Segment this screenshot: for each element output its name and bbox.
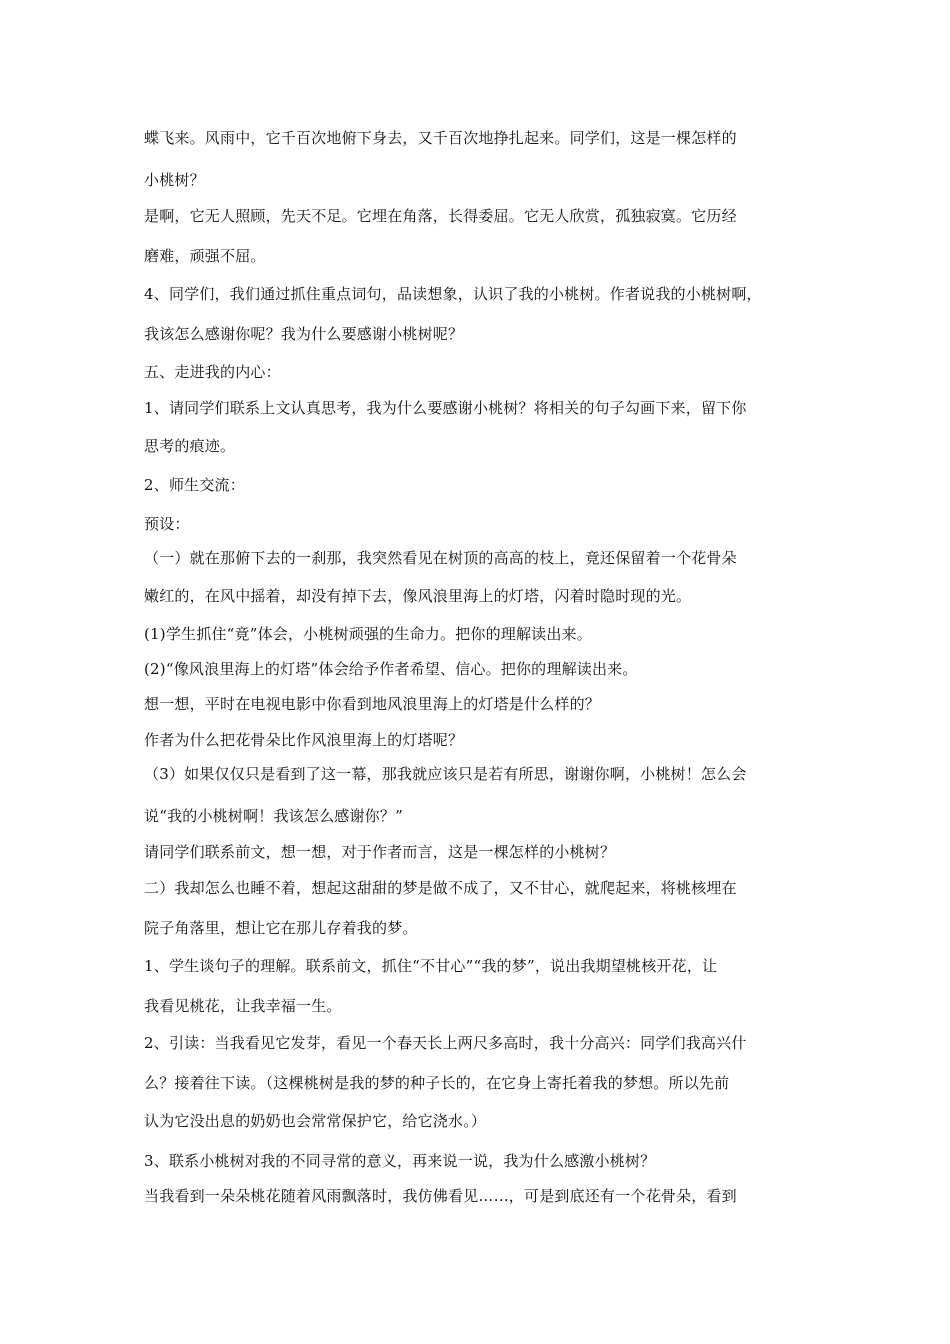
text-line: 作者为什么把花骨朵比作风浪里海上的灯塔呢？: [144, 731, 464, 749]
text-line: 请同学们联系前文，想一想，对于作者而言，这是一棵怎样的小桃树？: [144, 843, 616, 861]
section-heading: 五、走进我的内心：: [144, 363, 281, 381]
text-line: 是啊，它无人照顾，先天不足。它埋在角落，长得委屈。它无人欣赏，孤独寂寞。它历经: [144, 207, 737, 225]
text-line: 院子角落里，想让它在那儿存着我的梦。: [144, 919, 418, 937]
text-line: 思考的痕迹。: [144, 437, 236, 455]
text-line: 认为它没出息的奶奶也会常常保护它，给它浇水。）: [144, 1112, 487, 1130]
text-line: (2)“像风浪里海上的灯塔”体会给予作者希望、信心。把你的理解读出来。: [144, 660, 638, 678]
text-line: （3）如果仅仅只是看到了这一幕，那我就应该只是若有所思，谢谢你啊，小桃树！怎么会: [144, 765, 747, 783]
text-line: (1)学生抓住“竟”体会，小桃树顽强的生命力。把你的理解读出来。: [144, 625, 592, 643]
text-line: 4、同学们，我们通过抓住重点词句，品读想象，认识了我的小桃树。作者说我的小桃树啊，: [144, 285, 762, 303]
text-line: 预设：: [144, 515, 190, 533]
text-line: （一）就在那俯下去的一刹那，我突然看见在树顶的高高的枝上，竟还保留着一个花骨朵: [144, 549, 737, 567]
text-line: 小桃树？: [144, 171, 205, 189]
text-line: 当我看到一朵朵桃花随着风雨飘落时，我仿佛看见……，可是到底还有一个花骨朵，看到: [144, 1187, 737, 1205]
text-line: 我看见桃花，让我幸福一生。: [144, 997, 342, 1015]
text-line: 2、引读：当我看见它发芽，看见一个春天长上两尺多高时，我十分高兴：同学们我高兴什: [144, 1034, 747, 1052]
text-line: 想一想，平时在电视电影中你看到地风浪里海上的灯塔是什么样的？: [144, 695, 601, 713]
text-line: 嫩红的，在风中摇着，却没有掉下去，像风浪里海上的灯塔，闪着时隐时现的光。: [144, 587, 692, 605]
text-line: 1、请同学们联系上文认真思考，我为什么要感谢小桃树？将相关的句子勾画下来，留下你: [144, 399, 747, 417]
text-line: 3、联系小桃树对我的不同寻常的意义，再来说一说，我为什么感激小桃树？: [144, 1152, 656, 1170]
text-line: 说“我的小桃树啊！我该怎么感谢你？”: [144, 807, 403, 825]
text-line: 磨难，顽强不屈。: [144, 247, 266, 265]
text-line: 么？接着往下读。（这棵桃树是我的梦的种子长的，在它身上寄托着我的梦想。所以先前: [144, 1074, 730, 1092]
text-line: 蝶飞来。风雨中，它千百次地俯下身去，又千百次地挣扎起来。同学们，这是一棵怎样的: [144, 129, 737, 147]
text-line: 我该怎么感谢你呢？我为什么要感谢小桃树呢？: [144, 325, 464, 343]
text-line: 1、学生谈句子的理解。联系前文，抓住“不甘心”“我的梦”，说出我期望桃核开花，让: [144, 957, 718, 975]
text-line: 2、师生交流：: [144, 476, 245, 494]
text-line: 二）我却怎么也睡不着，想起这甜甜的梦是做不成了，又不甘心，就爬起来，将桃核埋在: [144, 879, 737, 897]
